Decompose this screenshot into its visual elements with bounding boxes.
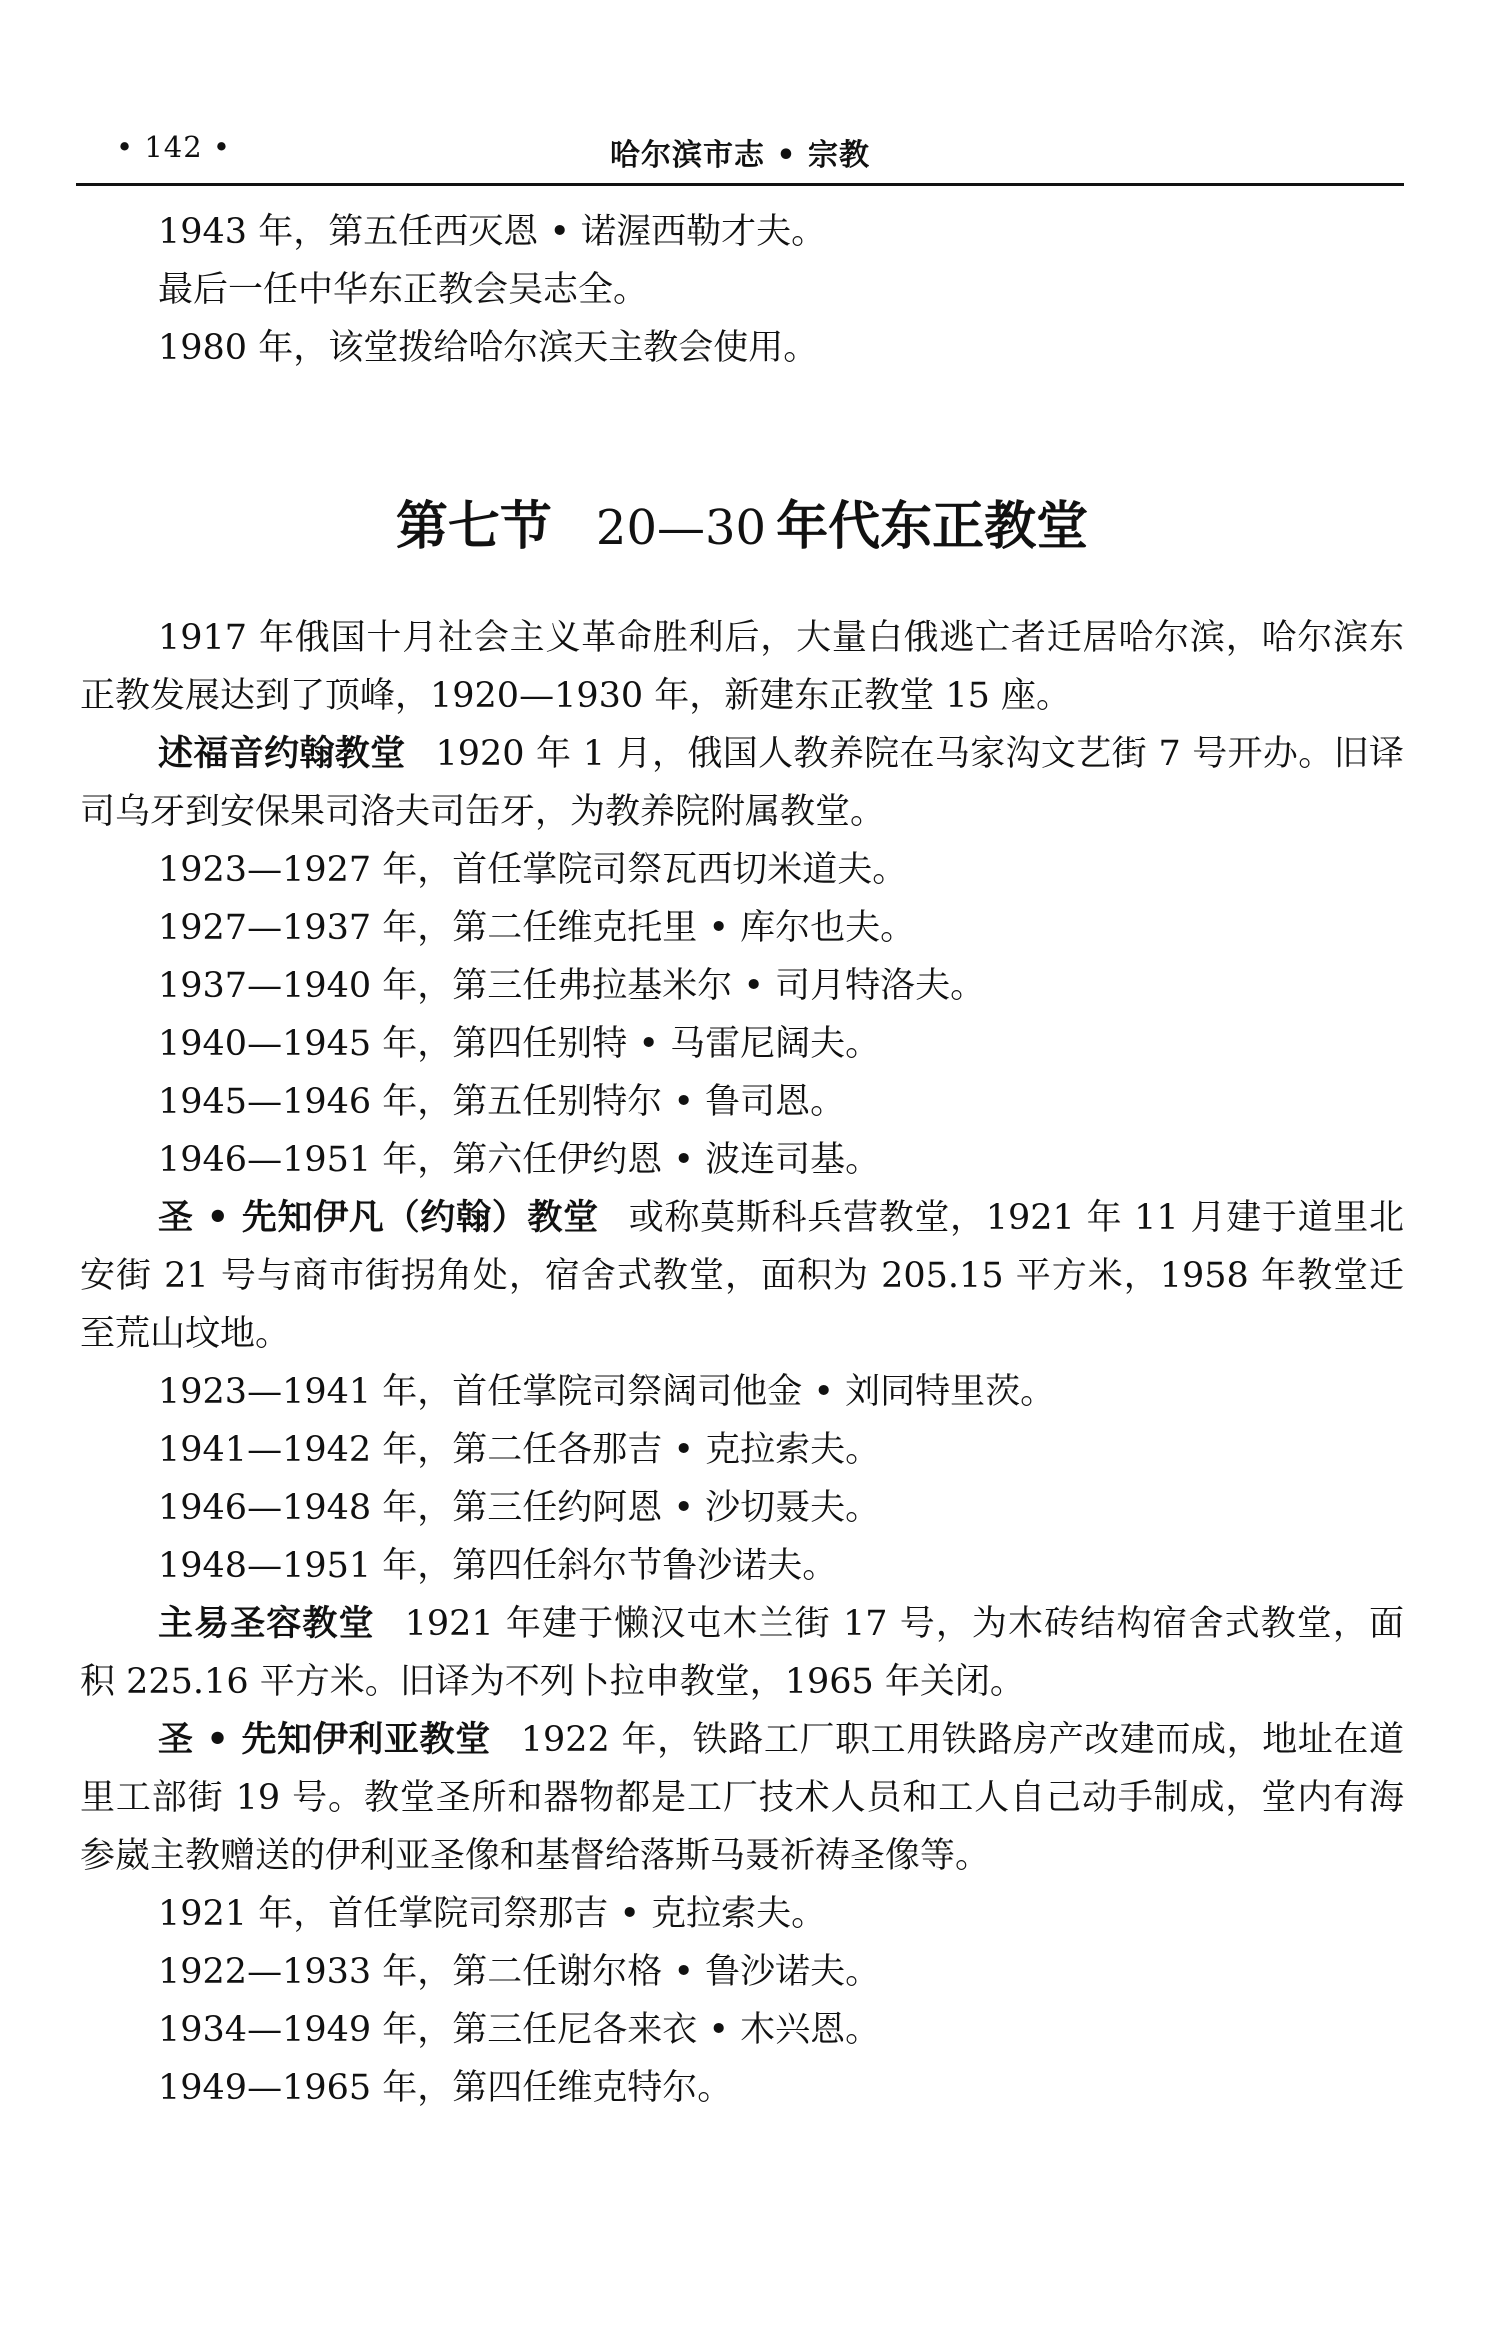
header-rule [76, 183, 1404, 186]
clergy-line: 1923—1941 年，首任掌院司祭阔司他金 • 刘同特里茨。 [158, 1372, 1056, 1412]
clergy-line: 1948—1951 年，第四任斜尔节鲁沙诺夫。 [158, 1546, 838, 1586]
church-description: 1922 年，铁路工厂职工用铁路房产改建而成，地址在道里工部街 19 号。教堂圣所和器物都是工厂技术人员和工人自己动手制成，堂内有海参崴主教赠送的伊利亚圣像和基督给落斯马聂祈祷圣像等。 [80, 1720, 1404, 1876]
section-title: 年代东正教堂 [776, 497, 1089, 557]
clergy-line: 1934—1949 年，第三任尼各来衣 • 木兴恩。 [158, 2010, 881, 2050]
clergy-line: 1941—1942 年，第二任各那吉 • 克拉索夫。 [158, 1430, 881, 1470]
text-line: 1980 年，该堂拨给哈尔滨天主教会使用。 [158, 328, 819, 368]
section-intro: 1917 年俄国十月社会主义革命胜利后，大量白俄逃亡者迁居哈尔滨，哈尔滨东正教发展达到了顶峰，1920—1930 年，新建东正教堂 15 座。 [80, 618, 1404, 716]
church-description: 1921 年建于懒汉屯木兰街 17 号，为木砖结构宿舍式教堂，面积 225.16 平方米。旧译为不列卜拉申教堂，1965 年关闭。 [80, 1604, 1404, 1702]
clergy-line: 1949—1965 年，第四任维克特尔。 [158, 2068, 733, 2108]
clergy-line: 1940—1945 年，第四任别特 • 马雷尼阔夫。 [158, 1024, 881, 1064]
clergy-line: 1946—1951 年，第六任伊约恩 • 波连司基。 [158, 1140, 881, 1180]
church-entry [80, 1595, 1404, 1711]
clergy-line: 1946—1948 年，第三任约阿恩 • 沙切聂夫。 [158, 1488, 881, 1528]
clergy-line: 1923—1927 年，首任掌院司祭瓦西切米道夫。 [158, 850, 908, 890]
section-years: 20—30 [595, 500, 767, 556]
church-name: 圣 • 先知伊凡（约翰）教堂 [158, 1198, 599, 1238]
church-entry [80, 1189, 1404, 1363]
text-line: 1943 年，第五任西灭恩 • 诺渥西勒才夫。 [158, 212, 827, 252]
section-heading [80, 487, 1404, 573]
church-entry [80, 1711, 1404, 1885]
book-title: 哈尔滨市志 • 宗教 [609, 138, 871, 173]
church-name: 述福音约翰教堂 [158, 734, 406, 774]
clergy-line: 1921 年，首任掌院司祭那吉 • 克拉索夫。 [158, 1894, 827, 1934]
section-label: 第七节 [395, 497, 552, 557]
clergy-line: 1945—1946 年，第五任别特尔 • 鲁司恩。 [158, 1082, 846, 1122]
church-name: 圣 • 先知伊利亚教堂 [158, 1720, 491, 1760]
church-description: 1920 年 1 月，俄国人教养院在马家沟文艺街 7 号开办。旧译司乌牙到安保果司洛夫司缶牙，为教养院附属教堂。 [80, 734, 1404, 832]
text-line: 最后一任中华东正教会吴志全。 [158, 270, 649, 310]
clergy-line: 1922—1933 年，第二任谢尔格 • 鲁沙诺夫。 [158, 1952, 881, 1992]
church-name: 主易圣容教堂 [158, 1604, 375, 1644]
church-entry [80, 725, 1404, 841]
page-number: • 142 • [116, 130, 231, 164]
church-description: 或称莫斯科兵营教堂，1921 年 11 月建于道里北安街 21 号与商市街拐角处，宿舍式教堂，面积为 205.15 平方米，1958 年教堂迁至荒山坟地。 [80, 1198, 1404, 1354]
page-body [80, 203, 1404, 2117]
running-header [76, 130, 1404, 186]
clergy-line: 1927—1937 年，第二任维克托里 • 库尔也夫。 [158, 908, 916, 948]
clergy-line: 1937—1940 年，第三任弗拉基米尔 • 司月特洛夫。 [158, 966, 986, 1006]
